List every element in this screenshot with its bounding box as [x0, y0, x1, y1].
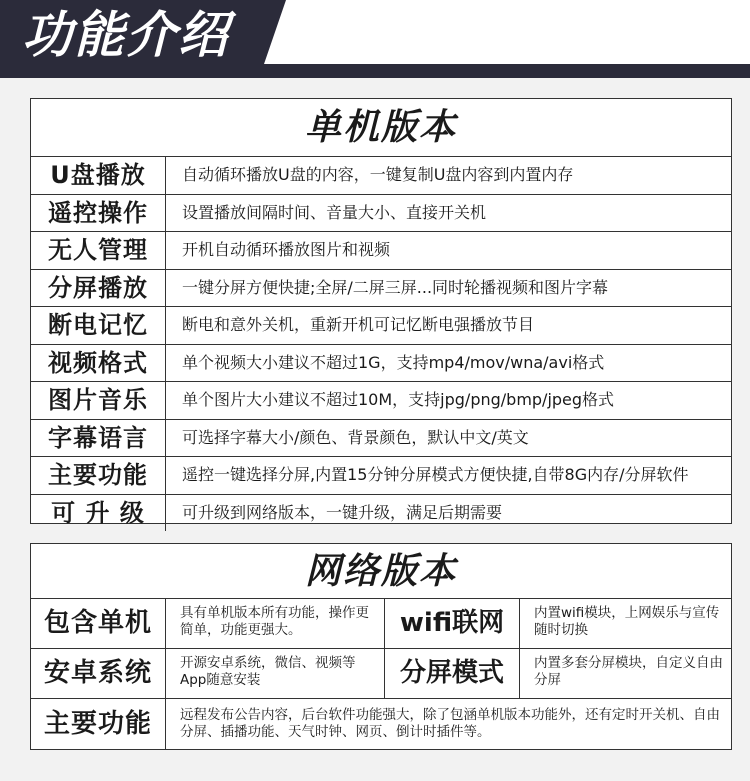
feature-desc: 开机自动循环播放图片和视频	[182, 240, 391, 259]
feature-row	[31, 382, 731, 420]
feature-row	[31, 345, 731, 383]
feature-desc: 内置多套分屏模块，自定义自由分屏	[534, 655, 723, 688]
feature-desc: 一键分屏方便快捷;全屏/二屏三屏...同时轮播视频和图片字幕	[182, 277, 609, 297]
feature-desc: 内置wifi模块，上网娱乐与宣传随时切换	[534, 605, 720, 638]
network-title: 网络版本	[31, 544, 731, 599]
feature-label: 断电记忆	[31, 307, 166, 344]
feature-row	[31, 270, 731, 308]
feature-label: 安卓系统	[31, 649, 166, 698]
feature-desc: 断电和意外关机，重新开机可记忆断电强播放节目	[182, 315, 535, 334]
feature-label: 遥控操作	[31, 195, 166, 232]
feature-desc: 单个图片大小建议不超过10M，支持jpg/png/bmp/jpeg格式	[182, 390, 615, 409]
feature-label: 主要功能	[31, 699, 166, 750]
feature-desc: 遥控一键选择分屏,内置15分钟分屏模式方便快捷,自带8G内存/分屏软件	[182, 465, 689, 484]
feature-row	[31, 157, 731, 195]
feature-row	[31, 495, 731, 532]
feature-label: 包含单机	[31, 599, 166, 648]
feature-row	[31, 195, 731, 233]
network-section	[30, 543, 732, 750]
feature-desc: 远程发布公告内容，后台软件功能强大，除了包涵单机版本功能外，还有定时开关机、自由分屏、插播功能、天气时钟、网页、倒计时插件等。	[180, 707, 720, 740]
feature-label: 字幕语言	[31, 420, 166, 457]
standalone-section	[30, 98, 732, 527]
feature-desc: 可选择字幕大小/颜色、背景颜色，默认中文/英文	[182, 427, 529, 447]
network-row	[31, 649, 731, 699]
feature-label: 分屏播放	[31, 270, 166, 307]
feature-desc: 自动循环播放U盘的内容，一键复制U盘内容到内置内存	[182, 165, 574, 184]
feature-desc: 可升级到网络版本，一键升级，满足后期需要	[182, 502, 503, 522]
feature-label: wifi联网	[385, 599, 520, 648]
feature-row	[31, 457, 731, 495]
feature-desc: 开源安卓系统，微信、视频等App随意安装	[166, 649, 385, 698]
feature-label: U盘播放	[31, 157, 166, 194]
network-row	[31, 599, 731, 649]
feature-label: 可 升 级	[31, 495, 166, 532]
feature-label: 无人管理	[31, 232, 166, 269]
feature-label: 图片音乐	[31, 382, 166, 419]
feature-desc: 设置播放间隔时间、音量大小、直接开关机	[182, 202, 487, 222]
feature-row	[31, 307, 731, 345]
page-title: 功能介绍	[22, 6, 230, 64]
feature-row	[31, 232, 731, 270]
feature-label: 分屏模式	[385, 649, 520, 698]
feature-row	[31, 420, 731, 458]
feature-label: 主要功能	[31, 457, 166, 494]
header-white-bar	[264, 0, 750, 64]
standalone-title: 单机版本	[31, 99, 731, 157]
feature-desc: 单个视频大小建议不超过1G，支持mp4/mov/wna/avi格式	[182, 352, 605, 372]
feature-desc: 具有单机版本所有功能，操作更简单，功能更强大。	[166, 599, 385, 648]
network-row	[31, 699, 731, 750]
feature-label: 视频格式	[31, 345, 166, 382]
